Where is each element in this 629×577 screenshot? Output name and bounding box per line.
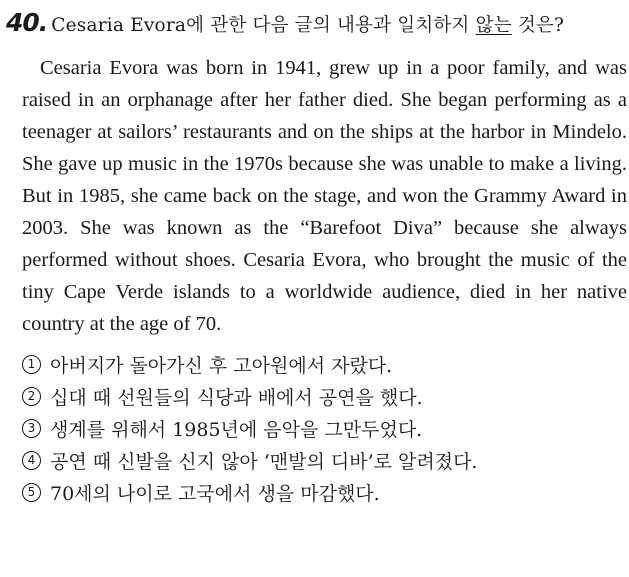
choice-text: 생계를 위해서 1985년에 음악을 그만두었다. <box>50 418 423 441</box>
choice-marker: 4 <box>22 451 41 470</box>
choice-text: 십대 때 선원들의 식당과 배에서 공연을 했다. <box>50 386 423 409</box>
choice-marker: 3 <box>22 419 41 438</box>
choice-3[interactable] <box>22 412 619 444</box>
answer-choices <box>22 348 619 508</box>
question-emphasis: 않는 <box>475 15 512 36</box>
choice-text: 70세의 나이로 고국에서 생을 마감했다. <box>50 482 380 505</box>
choice-4[interactable] <box>22 444 619 476</box>
choice-1[interactable] <box>22 348 619 380</box>
question-prefix: Cesaria Evora에 관한 다음 글의 내용과 일치하지 <box>51 15 476 36</box>
choice-marker: 1 <box>22 355 41 374</box>
question-number: 40. <box>6 8 48 37</box>
reading-passage: Cesaria Evora was born in 1941, grew up in a poor family, and was raised in an orphanage after her father died. She began performing as a teenager at sailors’ restaurants and on the ships at the harbor in Mindelo. She gave up music in the 1970s because she was unable to make a living. But in 1985, she came back on the stage, and won the Grammy Award in 2003. She was known as the “Barefoot Diva” because she always performed without shoes. Cesaria Evora, who brought the music of the tiny Cape Verde islands to a worldwide audience, died in her native country at the age of 70. <box>22 57 627 335</box>
choice-marker: 5 <box>22 483 41 502</box>
choice-marker: 2 <box>22 387 41 406</box>
choice-5[interactable] <box>22 476 619 508</box>
question-prompt <box>51 11 564 37</box>
choice-text: 공연 때 신발을 신지 않아 ‘맨발의 디바’로 알려졌다. <box>50 450 478 473</box>
question-suffix: 것은? <box>511 15 565 36</box>
question-header <box>6 8 619 46</box>
choice-2[interactable] <box>22 380 619 412</box>
choice-text: 아버지가 돌아가신 후 고아원에서 자랐다. <box>50 354 393 377</box>
